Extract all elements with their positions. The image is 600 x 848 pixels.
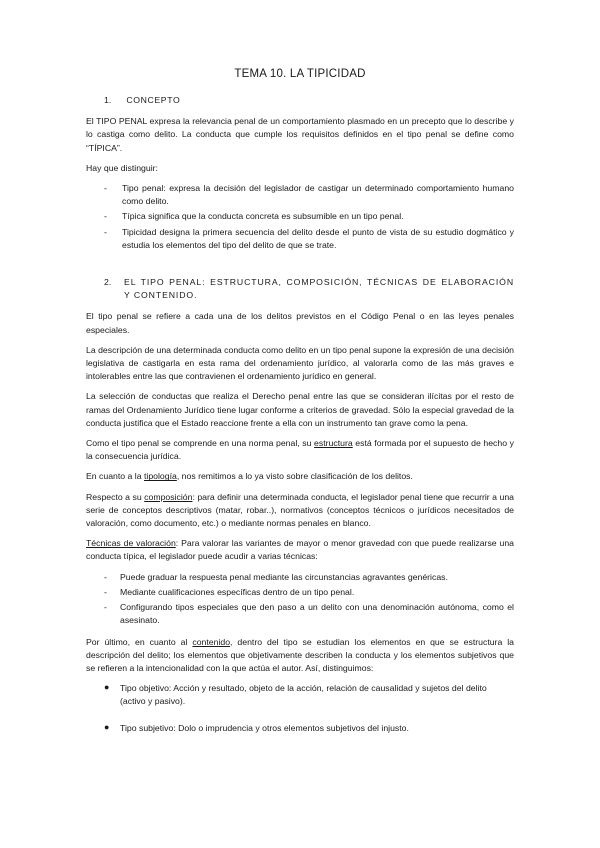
distinction-list xyxy=(86,182,514,252)
paragraph-typology: En cuanto a la tipología, nos remitimos a lo ya visto sobre clasificación de los delitos. xyxy=(86,471,413,482)
paragraph-content: Por último, en cuanto al contenido, dentro del tipo se estudian los elementos en que se estructura la descripción del delito; los elementos que objetivamente describen la conducta y los elementos subjetivos que se refieren a la intencionalidad con la que actúa el autor. Así, distinguimos: xyxy=(86,636,514,673)
dash-marker: - xyxy=(104,602,107,613)
paragraph: La selección de conductas que realiza el Derecho penal entre las que se consideran ilícitas por el resto de ramas del Ordenamiento Jurídico tiene lugar conforme a criterios de gravedad. Sólo la especial gravedad de la conducta justifica que el Estado reaccione frente a ella con un instrumento tan grave como la pena. xyxy=(86,391,514,428)
list-item: - Tipo penal: expresa la decisión del legislador de castigar un determinado comportamiento humano como delito. xyxy=(104,183,514,207)
paragraph: La descripción de una determinada conducta como delito en un tipo penal supone la expresión de una decisión legislativa de castigarla en esta rama del ordenamiento jurídico, al valorarla como de las más graves e intolerables entre las que contravienen el ordenamiento jurídico en general. xyxy=(86,344,514,382)
underlined-term: composición xyxy=(144,491,193,502)
paragraph-techniques: Técnicas de valoración: Para valorar las variantes de mayor o menor gravedad con que puede realizarse una conducta típica, el legislador puede acudir a varias técnicas: xyxy=(86,538,514,562)
underlined-term: Técnicas de valoración xyxy=(86,538,176,549)
bullet-marker: ● xyxy=(104,682,110,693)
section-1-heading xyxy=(86,94,514,107)
list-item: - Mediante cualificaciones específicas dentro de un tipo penal. xyxy=(86,586,514,599)
paragraph-structure: Como el tipo penal se comprende en una norma penal, su estructura está formada por el supuesto de hecho y la consecuencia jurídica. xyxy=(86,438,515,462)
tipo-list xyxy=(86,682,514,735)
underlined-term: estructura xyxy=(314,438,353,449)
bullet-marker: ● xyxy=(104,721,110,732)
paragraph: Hay que distinguir: xyxy=(86,162,158,173)
underlined-term: tipología xyxy=(143,471,177,482)
dash-marker: - xyxy=(104,586,107,597)
page-title: TEMA 10. LA TIPICIDAD xyxy=(234,68,366,80)
section-2-heading xyxy=(86,276,514,302)
list-item: - Tipicidad designa la primera secuencia del delito desde el punto de vista de su estudio dogmático y estudia los elementos del tipo del delito de que se trate. xyxy=(104,226,514,250)
paragraph: El tipo penal se refiere a cada una de los delitos previstos en el Código Penal o en las leyes penales especiales. xyxy=(86,311,514,335)
list-item: ● Tipo objetivo: Acción y resultado, objeto de la acción, relación de causalidad y sujetos del delito (activo y pasivo). xyxy=(104,682,487,707)
paragraph-composition: Respecto a su composición: para definir una determinada conducta, el legislador penal tiene que recurrir a una serie de conceptos descriptivos (matar, robar..), normativos (conceptos técnicos o jurídicos necesitados de valoración, como documento, etc.) o mediante normas penales en blanco. xyxy=(86,491,514,529)
dash-marker: - xyxy=(104,571,107,582)
paragraph: El TIPO PENAL expresa la relevancia penal de un comportamiento plasmado en un precepto que lo describe y lo castiga como delito. La conducta que cumple los requisitos definidos en el tipo penal se define como “TÍPICA”. xyxy=(86,116,514,153)
list-item: - Típica significa que la conducta concreta es subsumible en un tipo penal. xyxy=(86,210,514,223)
document-body xyxy=(86,94,514,748)
underlined-term: contenido xyxy=(192,636,231,647)
section-2-number: 2. xyxy=(104,277,112,288)
section-2-title: EL TIPO PENAL: ESTRUCTURA, COMPOSICIÓN, TÉCNICAS DE ELABORACIÓN Y CONTENIDO. xyxy=(124,277,514,301)
dash-marker: - xyxy=(104,183,107,194)
section-1-title: CONCEPTO xyxy=(126,95,181,105)
list-item: ● Tipo subjetivo: Dolo o imprudencia y otros elementos subjetivos del injusto. xyxy=(104,721,409,733)
techniques-list xyxy=(86,571,514,628)
list-item: - Puede graduar la respuesta penal mediante las circunstancias agravantes genéricas. xyxy=(86,571,514,584)
section-1-number: 1. xyxy=(104,95,112,105)
dash-marker: - xyxy=(104,211,107,222)
list-item: - Configurando tipos especiales que den paso a un delito con una denominación autónoma, como el asesinato. xyxy=(104,602,514,626)
dash-marker: - xyxy=(104,226,107,237)
